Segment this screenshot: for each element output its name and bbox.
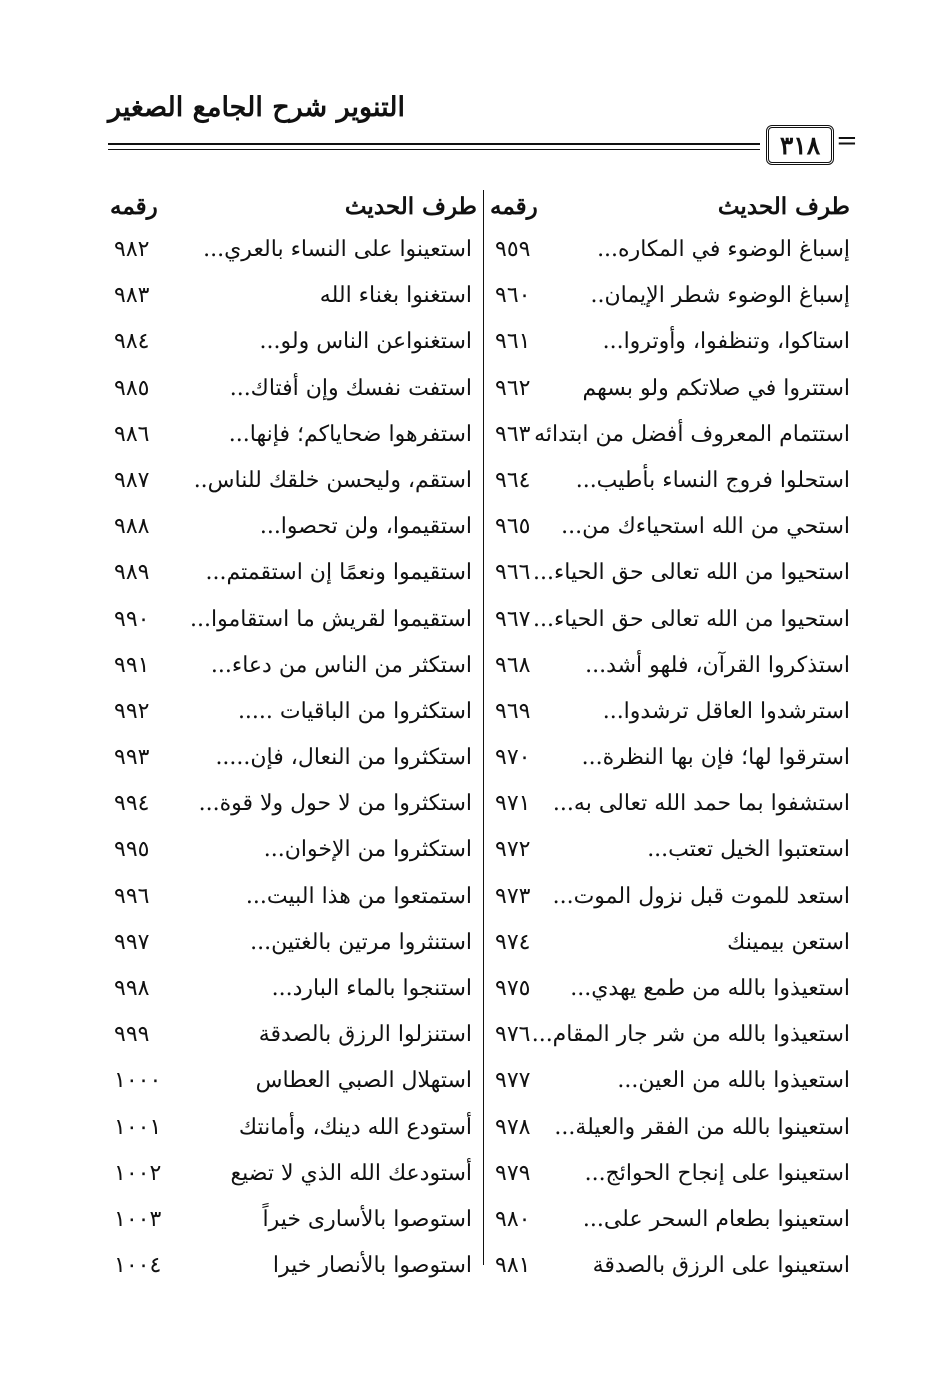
table-row <box>108 647 850 693</box>
table-row <box>108 785 850 831</box>
table-row <box>108 924 850 970</box>
left-hadith-text: استكثر من الناس من دعاء... <box>210 652 472 678</box>
table-row <box>108 1247 850 1293</box>
left-hadith-number: ١٠٠٢ <box>114 1160 162 1186</box>
right-hadith-number: ٩٧٠ <box>495 745 531 771</box>
right-hadith-number: ٩٧٣ <box>495 883 531 909</box>
left-hadith-number: ٩٩٨ <box>114 976 150 1001</box>
table-row <box>108 878 850 924</box>
table-row <box>108 277 850 323</box>
left-hadith-number: ٩٨٩ <box>114 560 150 586</box>
right-hadith-text: استعينوا بطعام السحر على... <box>582 1206 850 1232</box>
header-text-right: طرف الحديث <box>717 193 850 220</box>
left-hadith-number: ٩٩٢ <box>114 698 150 724</box>
index-table <box>108 185 850 1285</box>
left-hadith-text: أستودع الله دينك، وأمانتك <box>238 1114 472 1140</box>
left-hadith-text: استغنوا بغناء الله <box>319 283 472 309</box>
table-row <box>108 831 850 877</box>
right-hadith-text: استحي من الله استحياءك من... <box>561 514 850 540</box>
left-hadith-text: استوصوا بالأنصار خيرا <box>272 1253 472 1279</box>
left-hadith-text: استقم، وليحسن خلقك للناس.. <box>193 467 472 493</box>
left-hadith-number: ٩٨٢ <box>114 237 150 262</box>
left-hadith-text: استوصوا بالأسارى خيراً <box>262 1206 472 1232</box>
right-hadith-text: استعتبوا الخيل تعتب... <box>647 837 850 863</box>
right-hadith-number: ٩٦٣ <box>495 421 531 447</box>
left-hadith-number: ٩٩٧ <box>114 929 150 955</box>
right-hadith-text: استتمام المعروف أفضل من ابتدائه <box>534 421 850 447</box>
table-row <box>108 462 850 508</box>
right-hadith-text: استرشدوا العاقل ترشدوا... <box>602 698 850 724</box>
right-hadith-number: ٩٦٤ <box>495 467 531 493</box>
header-rule-bottom <box>108 149 760 150</box>
right-hadith-text: استعيذوا بالله من شر جار المقام... <box>531 1022 850 1048</box>
table-rows <box>108 231 850 1293</box>
table-row <box>108 508 850 554</box>
left-hadith-number: ٩٨٦ <box>114 421 150 447</box>
table-row <box>108 739 850 785</box>
right-hadith-text: استعن بيمينك <box>727 929 850 955</box>
left-hadith-number: ٩٩١ <box>114 652 150 678</box>
left-hadith-number: ٩٨٣ <box>114 283 150 309</box>
header-num-right: رقمه <box>490 193 538 220</box>
right-hadith-number: ٩٨٠ <box>495 1206 531 1232</box>
table-row <box>108 1016 850 1062</box>
left-hadith-number: ٩٩٠ <box>114 606 150 632</box>
table-row <box>108 1062 850 1108</box>
right-hadith-text: استحيوا من الله تعالى حق الحياء... <box>532 560 850 586</box>
left-hadith-number: ٩٩٤ <box>114 791 150 817</box>
left-hadith-text: استقيموا ونعمًا إن استقمتم... <box>205 560 472 586</box>
right-hadith-text: استرقوا لها؛ فإن بها النظرة... <box>581 745 850 771</box>
left-hadith-text: استكثروا من الباقيات ..... <box>237 698 472 724</box>
right-hadith-text: استعد للموت قبل نزول الموت... <box>552 883 850 909</box>
table-row <box>108 370 850 416</box>
right-hadith-text: استعينوا بالله من الفقر والعيلة... <box>554 1114 850 1140</box>
left-hadith-number: ٩٩٣ <box>114 745 150 771</box>
left-hadith-text: استفرهوا ضحاياكم؛ فإنها... <box>228 421 472 447</box>
left-hadith-text: أستودعك الله الذي لا تضيع <box>230 1160 472 1186</box>
right-hadith-text: استعيذوا بالله من العين... <box>617 1068 850 1094</box>
table-row <box>108 601 850 647</box>
left-hadith-number: ١٠٠٤ <box>114 1253 162 1279</box>
right-hadith-text: استحلوا فروج النساء بأطيب... <box>575 467 850 493</box>
left-hadith-text: استعينوا على النساء بالعري... <box>203 237 472 262</box>
right-hadith-text: استعينوا على إنجاح الحوائج... <box>584 1160 850 1186</box>
equals-mark: = <box>836 126 858 156</box>
right-hadith-number: ٩٦٢ <box>495 375 531 401</box>
left-hadith-text: استقيموا، ولن تحصوا... <box>259 514 472 540</box>
right-hadith-number: ٩٧٦ <box>495 1022 531 1048</box>
right-hadith-number: ٩٦٥ <box>495 514 531 540</box>
right-hadith-number: ٩٧٥ <box>495 976 531 1001</box>
right-hadith-number: ٩٧٢ <box>495 837 531 863</box>
left-hadith-text: استفت نفسك وإن أفتاك... <box>229 375 472 401</box>
right-hadith-number: ٩٦٠ <box>495 283 531 309</box>
left-hadith-text: استكثروا من لا حول ولا قوة... <box>198 791 472 817</box>
left-hadith-text: استكثروا من النعال، فإن..... <box>215 745 472 771</box>
left-hadith-number: ١٠٠٣ <box>114 1206 162 1232</box>
page-number: ٣١٨ <box>766 125 834 165</box>
left-hadith-number: ١٠٠١ <box>114 1114 162 1140</box>
left-hadith-number: ٩٨٥ <box>114 375 150 401</box>
right-hadith-number: ٩٧٨ <box>495 1114 531 1140</box>
left-hadith-number: ٩٩٥ <box>114 837 150 863</box>
left-hadith-number: ١٠٠٠ <box>114 1068 162 1094</box>
left-hadith-text: استنثروا مرتين بالغتين... <box>250 929 472 955</box>
table-row <box>108 1155 850 1201</box>
right-hadith-text: استحيوا من الله تعالى حق الحياء... <box>532 606 850 632</box>
left-hadith-text: استمتعوا من هذا البيت... <box>245 883 472 909</box>
table-row <box>108 323 850 369</box>
header-num-left: رقمه <box>110 193 158 220</box>
right-hadith-number: ٩٥٩ <box>495 237 531 262</box>
left-hadith-number: ٩٨٨ <box>114 514 150 540</box>
table-row <box>108 231 850 277</box>
left-hadith-number: ٩٨٤ <box>114 329 150 355</box>
left-hadith-text: استنزلوا الرزق بالصدقة <box>258 1022 472 1048</box>
left-hadith-text: استكثروا من الإخوان... <box>263 837 472 863</box>
table-row <box>108 970 850 1016</box>
right-hadith-number: ٩٦٧ <box>495 606 531 632</box>
left-hadith-number: ٩٩٩ <box>114 1022 150 1048</box>
book-title: التنوير شرح الجامع الصغير <box>108 92 405 123</box>
right-hadith-number: ٩٧٧ <box>495 1068 531 1094</box>
right-hadith-number: ٩٧٩ <box>495 1160 531 1186</box>
right-hadith-text: إسباغ الوضوء في المكاره... <box>597 237 850 262</box>
left-hadith-text: استقيموا لقريش ما استقاموا... <box>189 606 472 632</box>
left-hadith-text: استغنواعن الناس ولو... <box>259 329 472 355</box>
right-hadith-number: ٩٨١ <box>495 1253 531 1279</box>
right-hadith-text: استتروا في صلاتكم ولو بسهم <box>582 375 850 401</box>
right-hadith-text: إسباغ الوضوء شطر الإيمان.. <box>590 283 850 309</box>
header-text-left: طرف الحديث <box>344 193 477 220</box>
left-hadith-text: استنجوا بالماء البارد... <box>271 976 472 1001</box>
right-hadith-number: ٩٦٨ <box>495 652 531 678</box>
left-hadith-number: ٩٩٦ <box>114 883 150 909</box>
right-hadith-number: ٩٦١ <box>495 329 531 355</box>
right-hadith-number: ٩٧٤ <box>495 929 531 955</box>
right-hadith-number: ٩٧١ <box>495 791 531 817</box>
right-hadith-number: ٩٦٩ <box>495 698 531 724</box>
right-hadith-text: استعينوا على الرزق بالصدقة <box>592 1253 850 1279</box>
right-hadith-text: استذكروا القرآن، فلهو أشد... <box>585 652 850 678</box>
right-hadith-text: استشفوا بما حمد الله تعالى به... <box>552 791 850 817</box>
right-hadith-text: استاكوا، وتنظفوا، وأوتروا... <box>602 329 850 355</box>
table-row <box>108 1201 850 1247</box>
table-row <box>108 1109 850 1155</box>
table-row <box>108 416 850 462</box>
right-hadith-text: استعيذوا بالله من طمع يهدي... <box>570 976 850 1001</box>
table-row <box>108 554 850 600</box>
left-hadith-number: ٩٨٧ <box>114 467 150 493</box>
header-rule-top <box>108 143 760 145</box>
left-hadith-text: استهلال الصبي العطاس <box>255 1068 472 1094</box>
right-hadith-number: ٩٦٦ <box>495 560 531 586</box>
table-row <box>108 693 850 739</box>
